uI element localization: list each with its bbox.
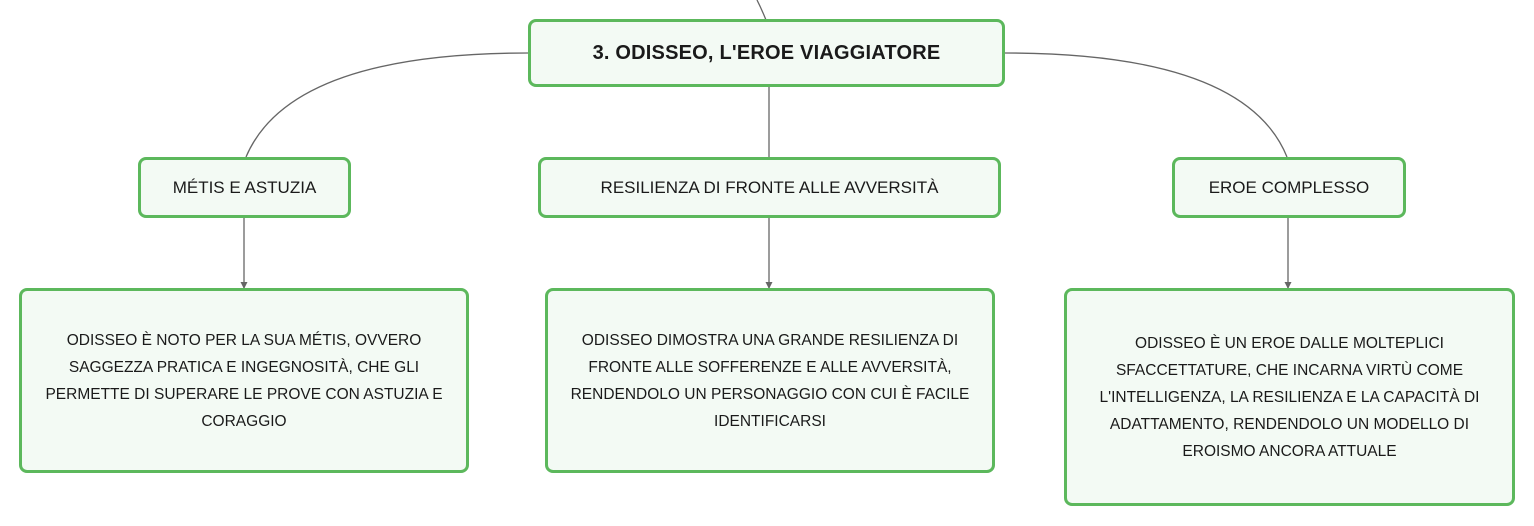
topic-node-resilienza[interactable] [538,157,1001,218]
detail-node-eroe-complesso[interactable] [1064,288,1515,506]
topic-node-metis[interactable] [138,157,351,218]
root-node[interactable] [528,19,1005,87]
topic-label: MÉTIS E ASTUZIA [172,177,317,197]
detail-text: ODISSEO È UN EROE DALLE MOLTEPLICI SFACCETTATURE, CHE INCARNA VIRTÙ COME L'INTELLIGENZA, LA RESILIENZA E LA CAPACITÀ DI ADATTAMENTO, RENDENDOLO UN MODELLO DI EROISMO ANCORA ATTUALE [1099,334,1480,460]
connector-root-to-topic-1 [246,53,528,157]
connector-root-to-topic-3 [1005,53,1287,157]
topic-node-eroe-complesso[interactable] [1172,157,1406,218]
detail-text: ODISSEO È NOTO PER LA SUA MÉTIS, OVVERO SAGGEZZA PRATICA E INGEGNOSITÀ, CHE GLI PERMETTE DI SUPERARE LE PROVE CON ASTUZIA E CORAGGIO [45,331,443,430]
detail-text: ODISSEO DIMOSTRA UNA GRANDE RESILIENZA DI FRONTE ALLE SOFFERENZE E ALLE AVVERSITÀ, RENDENDOLO UN PERSONAGGIO CON CUI È FACILE IDENTIFICARSI [570,331,970,430]
detail-node-metis[interactable] [19,288,469,473]
connector-parent-to-root [757,0,766,20]
topic-label: RESILIENZA DI FRONTE ALLE AVVERSITÀ [600,177,939,197]
detail-node-resilienza[interactable] [545,288,995,473]
root-label: 3. ODISSEO, L'EROE VIAGGIATORE [592,41,941,64]
topic-label: EROE COMPLESSO [1208,177,1370,197]
